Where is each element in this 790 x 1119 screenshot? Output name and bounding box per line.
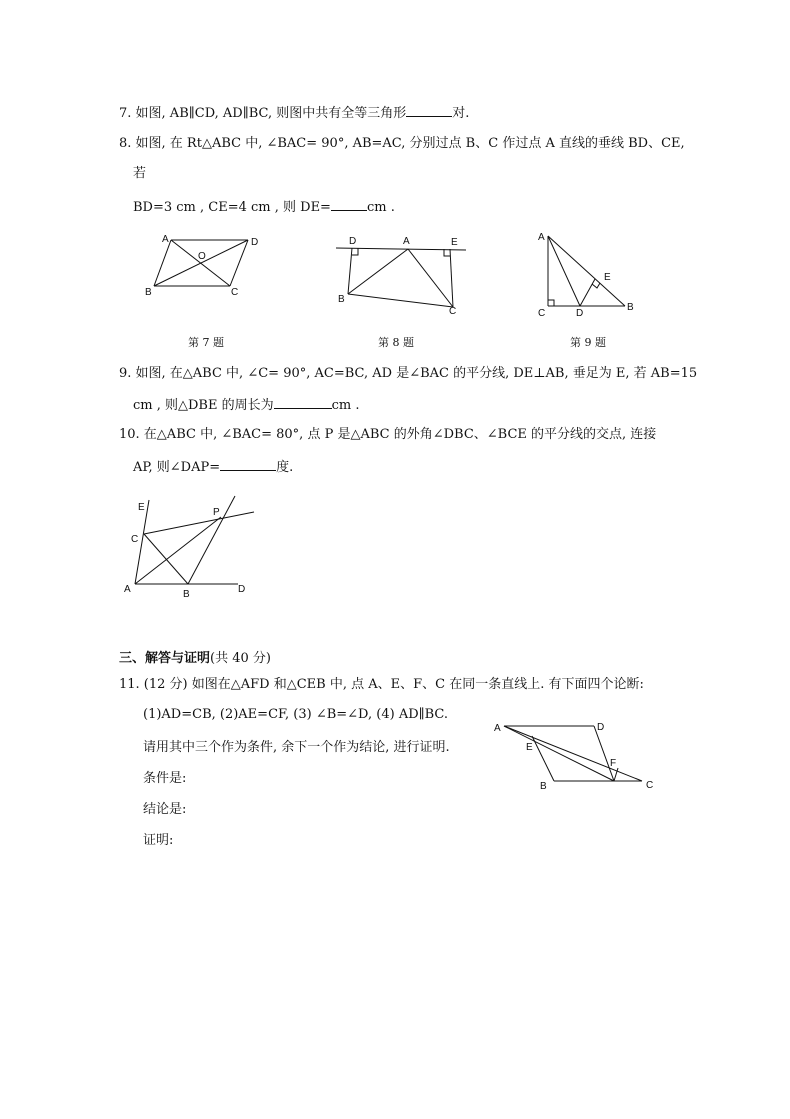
fig7-label-b: B [145, 287, 152, 298]
figure-9 [530, 228, 640, 318]
figure-7 [140, 230, 280, 300]
question-7-text: 7. 如图, AB∥CD, AD∥BC, 则图中共有全等三角形 [119, 106, 407, 121]
figure-9-caption: 第 9 题 [570, 336, 606, 349]
fig8-label-d: D [349, 236, 357, 247]
section-3-title: 三、解答与证明 [119, 651, 211, 666]
fig7-label-d: D [251, 237, 259, 248]
question-11-proof: 证明: [143, 833, 174, 848]
answer-blank-8[interactable] [331, 198, 367, 211]
fig11-label-a: A [494, 723, 501, 734]
fig9-label-d: D [576, 308, 584, 319]
question-8-cont2 [133, 198, 395, 216]
question-11-conclusion: 结论是: [143, 802, 187, 817]
fig11-label-d: D [597, 722, 605, 733]
section-3-heading [119, 647, 271, 666]
fig10-label-b: B [183, 589, 190, 600]
question-9-cont [133, 396, 359, 414]
question-11-given: 条件是: [143, 771, 187, 786]
fig8-label-a: A [403, 236, 410, 247]
section-3-points: (共 40 分) [210, 651, 271, 666]
fig10-label-a: A [124, 584, 131, 595]
question-10-tail: 度. [276, 460, 294, 475]
question-8: 8. 如图, 在 Rt△ABC 中, ∠BAC= 90°, AB=AC, 分别过点 B、C 作过点 A 直线的垂线 BD、CE, [119, 136, 685, 151]
question-10-cont [133, 458, 293, 476]
fig7-label-o: O [198, 251, 206, 262]
fig8-label-e: E [451, 237, 458, 248]
fig11-label-b: B [540, 781, 547, 792]
fig9-label-a: A [538, 232, 545, 243]
fig10-label-p: P [213, 507, 220, 518]
fig9-label-b: B [627, 302, 634, 313]
question-7 [119, 104, 469, 122]
fig11-label-e: E [526, 742, 533, 753]
question-9-cont-text: cm , 则△DBE 的周长为 [133, 398, 274, 413]
fig10-label-d: D [238, 584, 246, 595]
fig7-label-c: C [231, 287, 239, 298]
answer-blank-9[interactable] [274, 396, 332, 409]
fig10-label-e: E [138, 502, 145, 513]
question-10: 10. 在△ABC 中, ∠BAC= 80°, 点 P 是△ABC 的外角∠DBC、∠BCE 的平分线的交点, 连接 [119, 427, 657, 442]
answer-blank-10[interactable] [220, 458, 276, 471]
question-8-tail: cm . [366, 200, 395, 215]
question-8-cont: 若 [133, 166, 147, 181]
question-9-tail: cm . [331, 398, 360, 413]
fig8-label-b: B [338, 294, 345, 305]
figure-10 [118, 490, 268, 605]
fig11-label-c: C [646, 780, 654, 791]
fig10-label-c: C [131, 534, 139, 545]
figure-8 [330, 232, 480, 322]
fig11-label-f: F [610, 758, 617, 769]
figure-11 [490, 714, 660, 799]
figure-8-caption: 第 8 题 [378, 336, 414, 349]
figure-7-caption: 第 7 题 [188, 336, 224, 349]
fig9-label-c: C [538, 308, 546, 319]
question-10-cont-text: AP, 则∠DAP= [133, 460, 221, 475]
fig8-label-c: C [449, 306, 457, 317]
question-9: 9. 如图, 在△ABC 中, ∠C= 90°, AC=BC, AD 是∠BAC 的平分线, DE⊥AB, 垂足为 E, 若 AB=15 [119, 366, 698, 381]
question-11: 11. (12 分) 如图在△AFD 和△CEB 中, 点 A、E、F、C 在同一条直线上. 有下面四个论断: [119, 677, 644, 692]
question-11-instruction: 请用其中三个作为条件, 余下一个作为结论, 进行证明. [143, 740, 450, 755]
question-7-tail: 对. [452, 106, 470, 121]
question-8-cont2-text: BD=3 cm , CE=4 cm , 则 DE= [133, 200, 331, 215]
fig7-label-a: A [162, 234, 169, 245]
answer-blank-7[interactable] [406, 104, 452, 117]
question-11-conditions: (1)AD=CB, (2)AE=CF, (3) ∠B=∠D, (4) AD∥BC. [143, 707, 449, 722]
fig9-label-e: E [604, 272, 611, 283]
